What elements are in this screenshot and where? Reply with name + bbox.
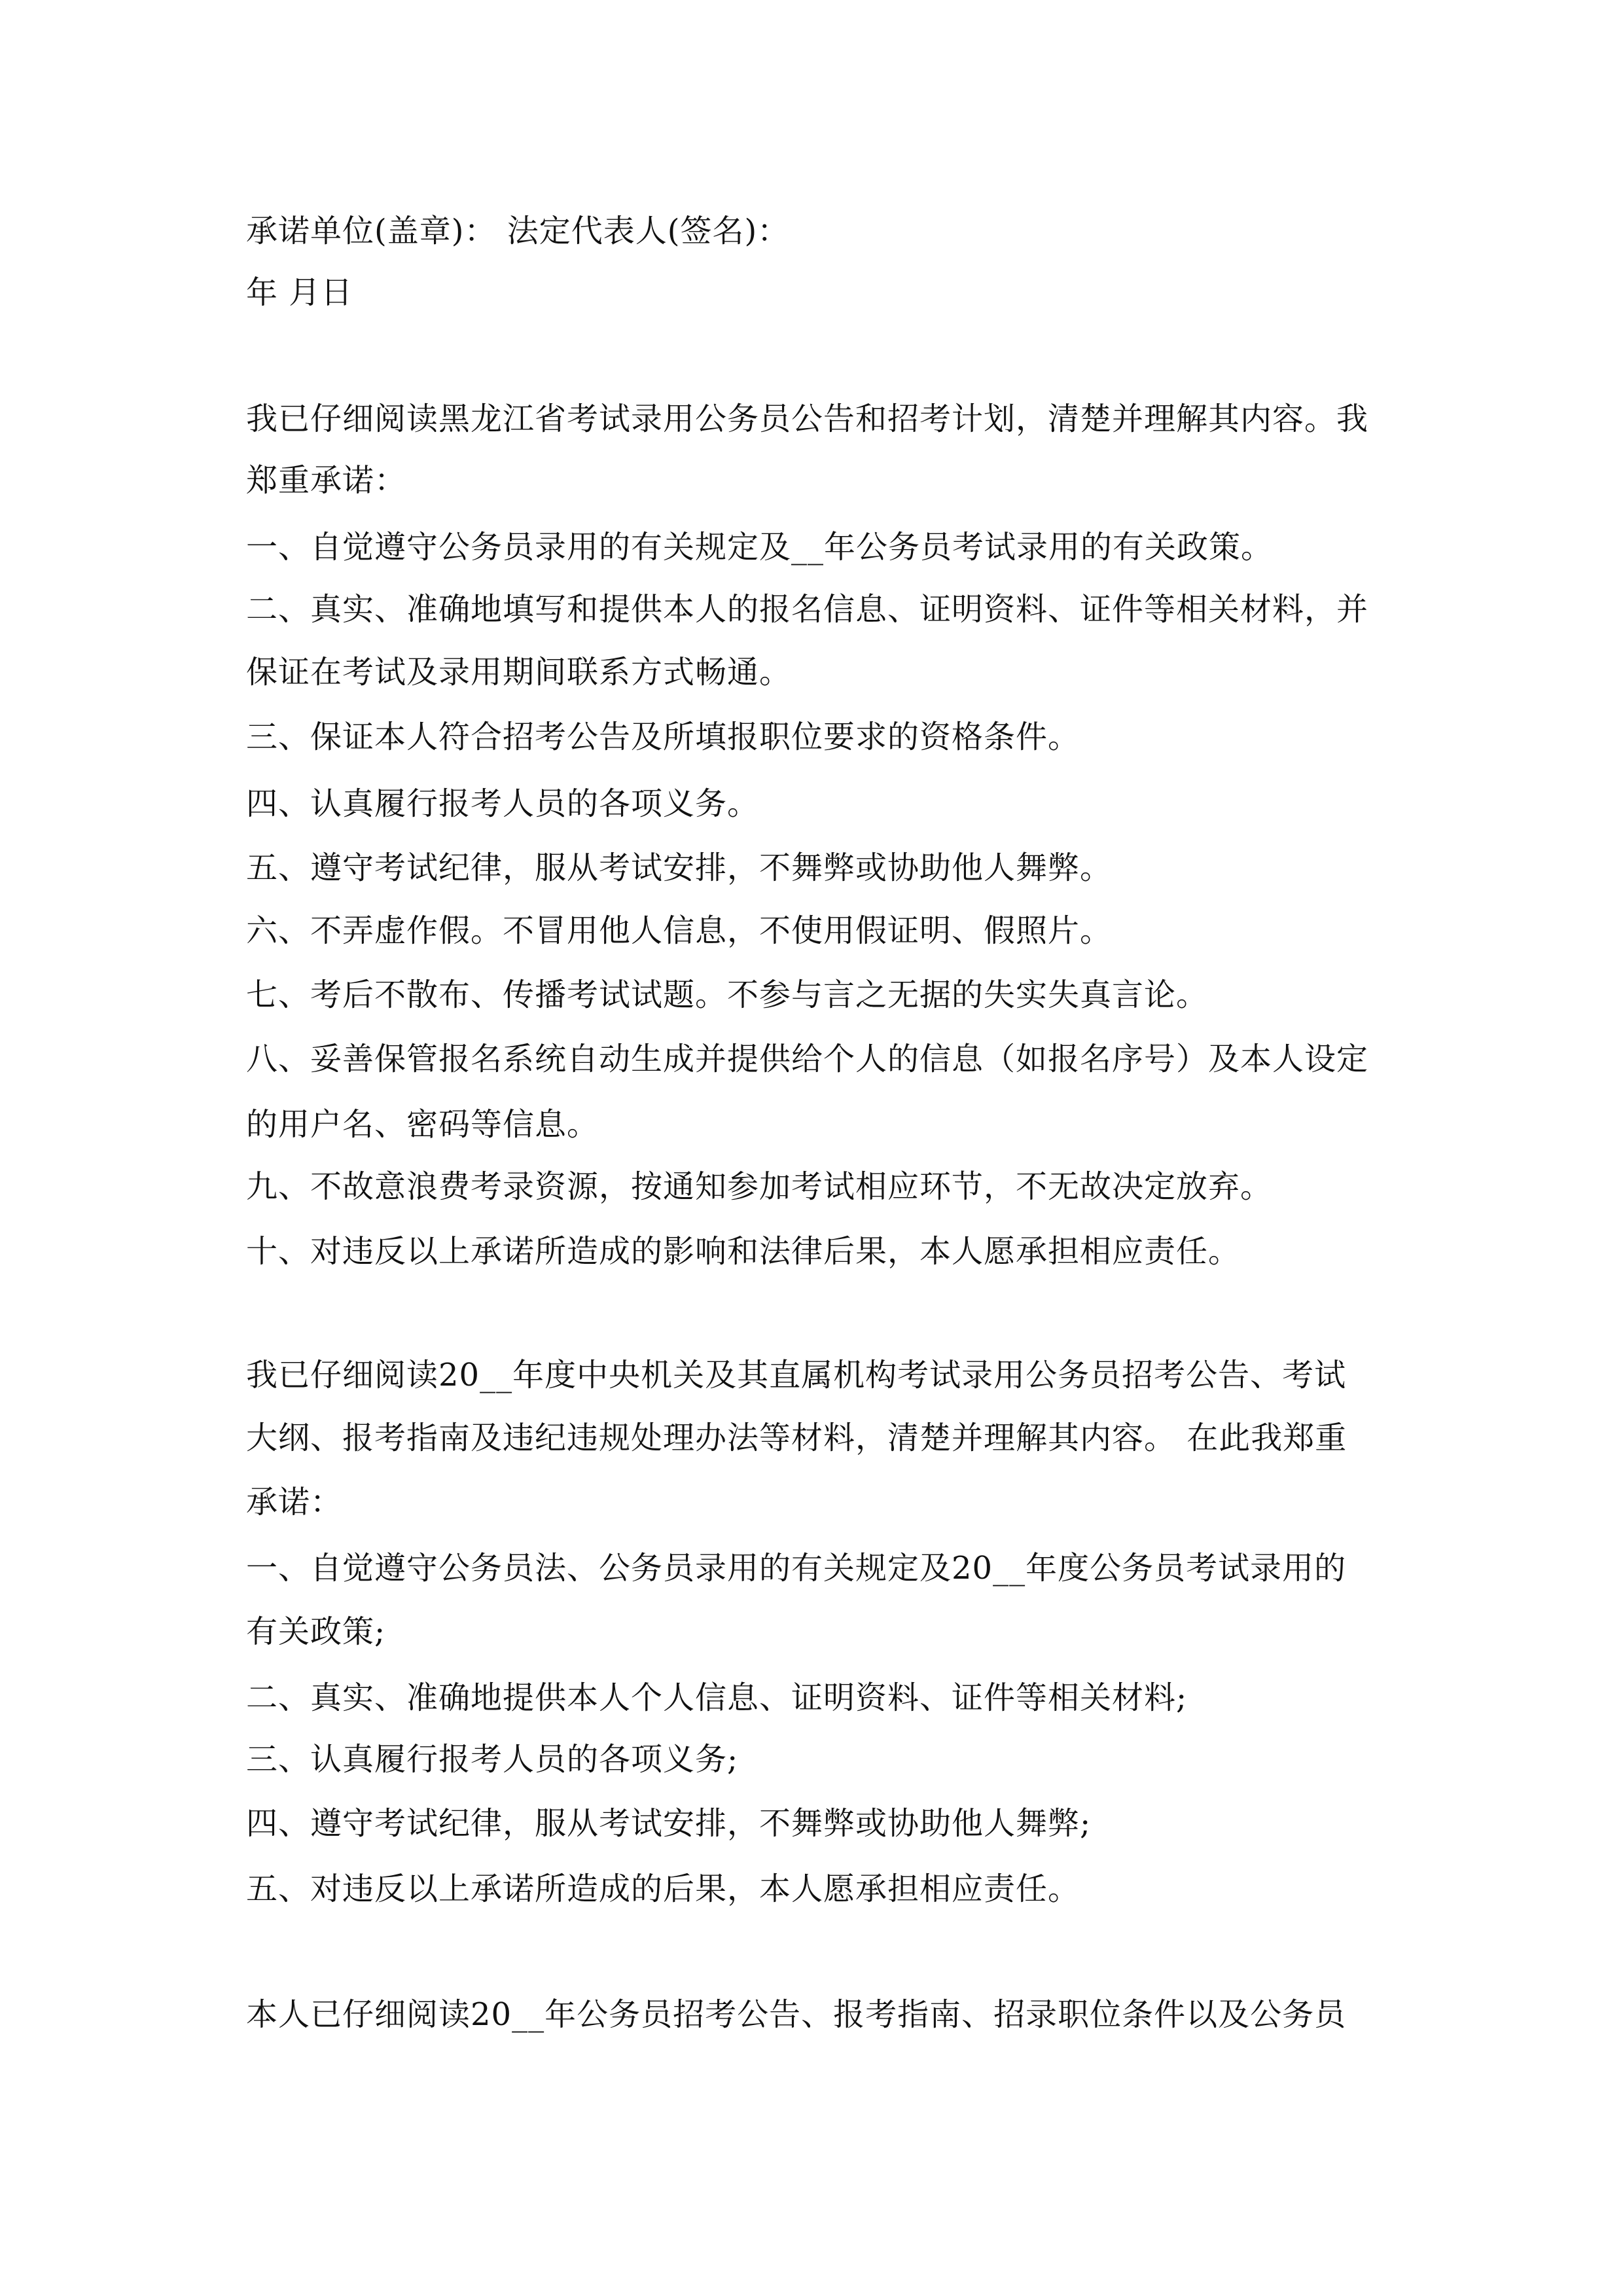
section1-item-7: 七、考后不散布、传播考试试题。不参与言之无据的失实失真言论。 [246, 977, 1209, 1013]
section1-item-3: 三、保证本人符合招考公告及所填报职位要求的资格条件。 [246, 719, 1080, 755]
signature-date-line: 年 月日 [246, 274, 353, 311]
section3-intro-line-1: 本人已仔细阅读20__年公务员招考公告、报考指南、招录职位条件以及公务员 [246, 1996, 1347, 2033]
section1-item-10: 十、对违反以上承诺所造成的影响和法律后果，本人愿承担相应责任。 [246, 1233, 1241, 1270]
section1-item-8-line-2: 的用户名、密码等信息。 [246, 1106, 599, 1143]
section1-item-9: 九、不故意浪费考录资源，按通知参加考试相应环节，不无故决定放弃。 [246, 1168, 1273, 1205]
section1-intro-line-1: 我已仔细阅读黑龙江省考试录用公务员公告和招考计划，清楚并理解其内容。我 [246, 401, 1369, 437]
section2-item-1-line-1: 一、自觉遵守公务员法、公务员录用的有关规定及20__年度公务员考试录用的 [246, 1550, 1347, 1587]
section2-item-2: 二、真实、准确地提供本人个人信息、证明资料、证件等相关材料; [246, 1679, 1188, 1716]
section2-intro-line-1: 我已仔细阅读20__年度中央机关及其直属机构考试录用公务员招考公告、考试 [246, 1357, 1347, 1393]
section1-item-8-line-1: 八、妥善保管报名系统自动生成并提供给个人的信息（如报名序号）及本人设定 [246, 1041, 1369, 1077]
section2-item-4: 四、遵守考试纪律，服从考试安排，不舞弊或协助他人舞弊; [246, 1805, 1092, 1842]
section1-item-4: 四、认真履行报考人员的各项义务。 [246, 785, 760, 822]
section1-item-1: 一、自觉遵守公务员录用的有关规定及__年公务员考试录用的有关政策。 [246, 529, 1274, 565]
section1-item-5: 五、遵守考试纪律，服从考试安排，不舞弊或协助他人舞弊。 [246, 850, 1113, 886]
section1-intro-line-2: 郑重承诺： [246, 462, 407, 499]
signature-signatories-line: 承诺单位(盖章)： 法定代表人(签名)： [246, 213, 790, 249]
section1-item-2-line-1: 二、真实、准确地填写和提供本人的报名信息、证明资料、证件等相关材料，并 [246, 591, 1369, 628]
section2-intro-line-2: 大纲、报考指南及违纪违规处理办法等材料，清楚并理解其内容。 在此我郑重 [246, 1420, 1347, 1456]
section2-item-1-line-2: 有关政策; [246, 1613, 386, 1650]
section2-intro-line-3: 承诺： [246, 1484, 343, 1520]
section2-item-3: 三、认真履行报考人员的各项义务; [246, 1741, 739, 1778]
section2-item-5: 五、对违反以上承诺所造成的后果，本人愿承担相应责任。 [246, 1871, 1080, 1907]
section1-item-6: 六、不弄虚作假。不冒用他人信息，不使用假证明、假照片。 [246, 912, 1113, 949]
section1-item-2-line-2: 保证在考试及录用期间联系方式畅通。 [246, 654, 792, 691]
